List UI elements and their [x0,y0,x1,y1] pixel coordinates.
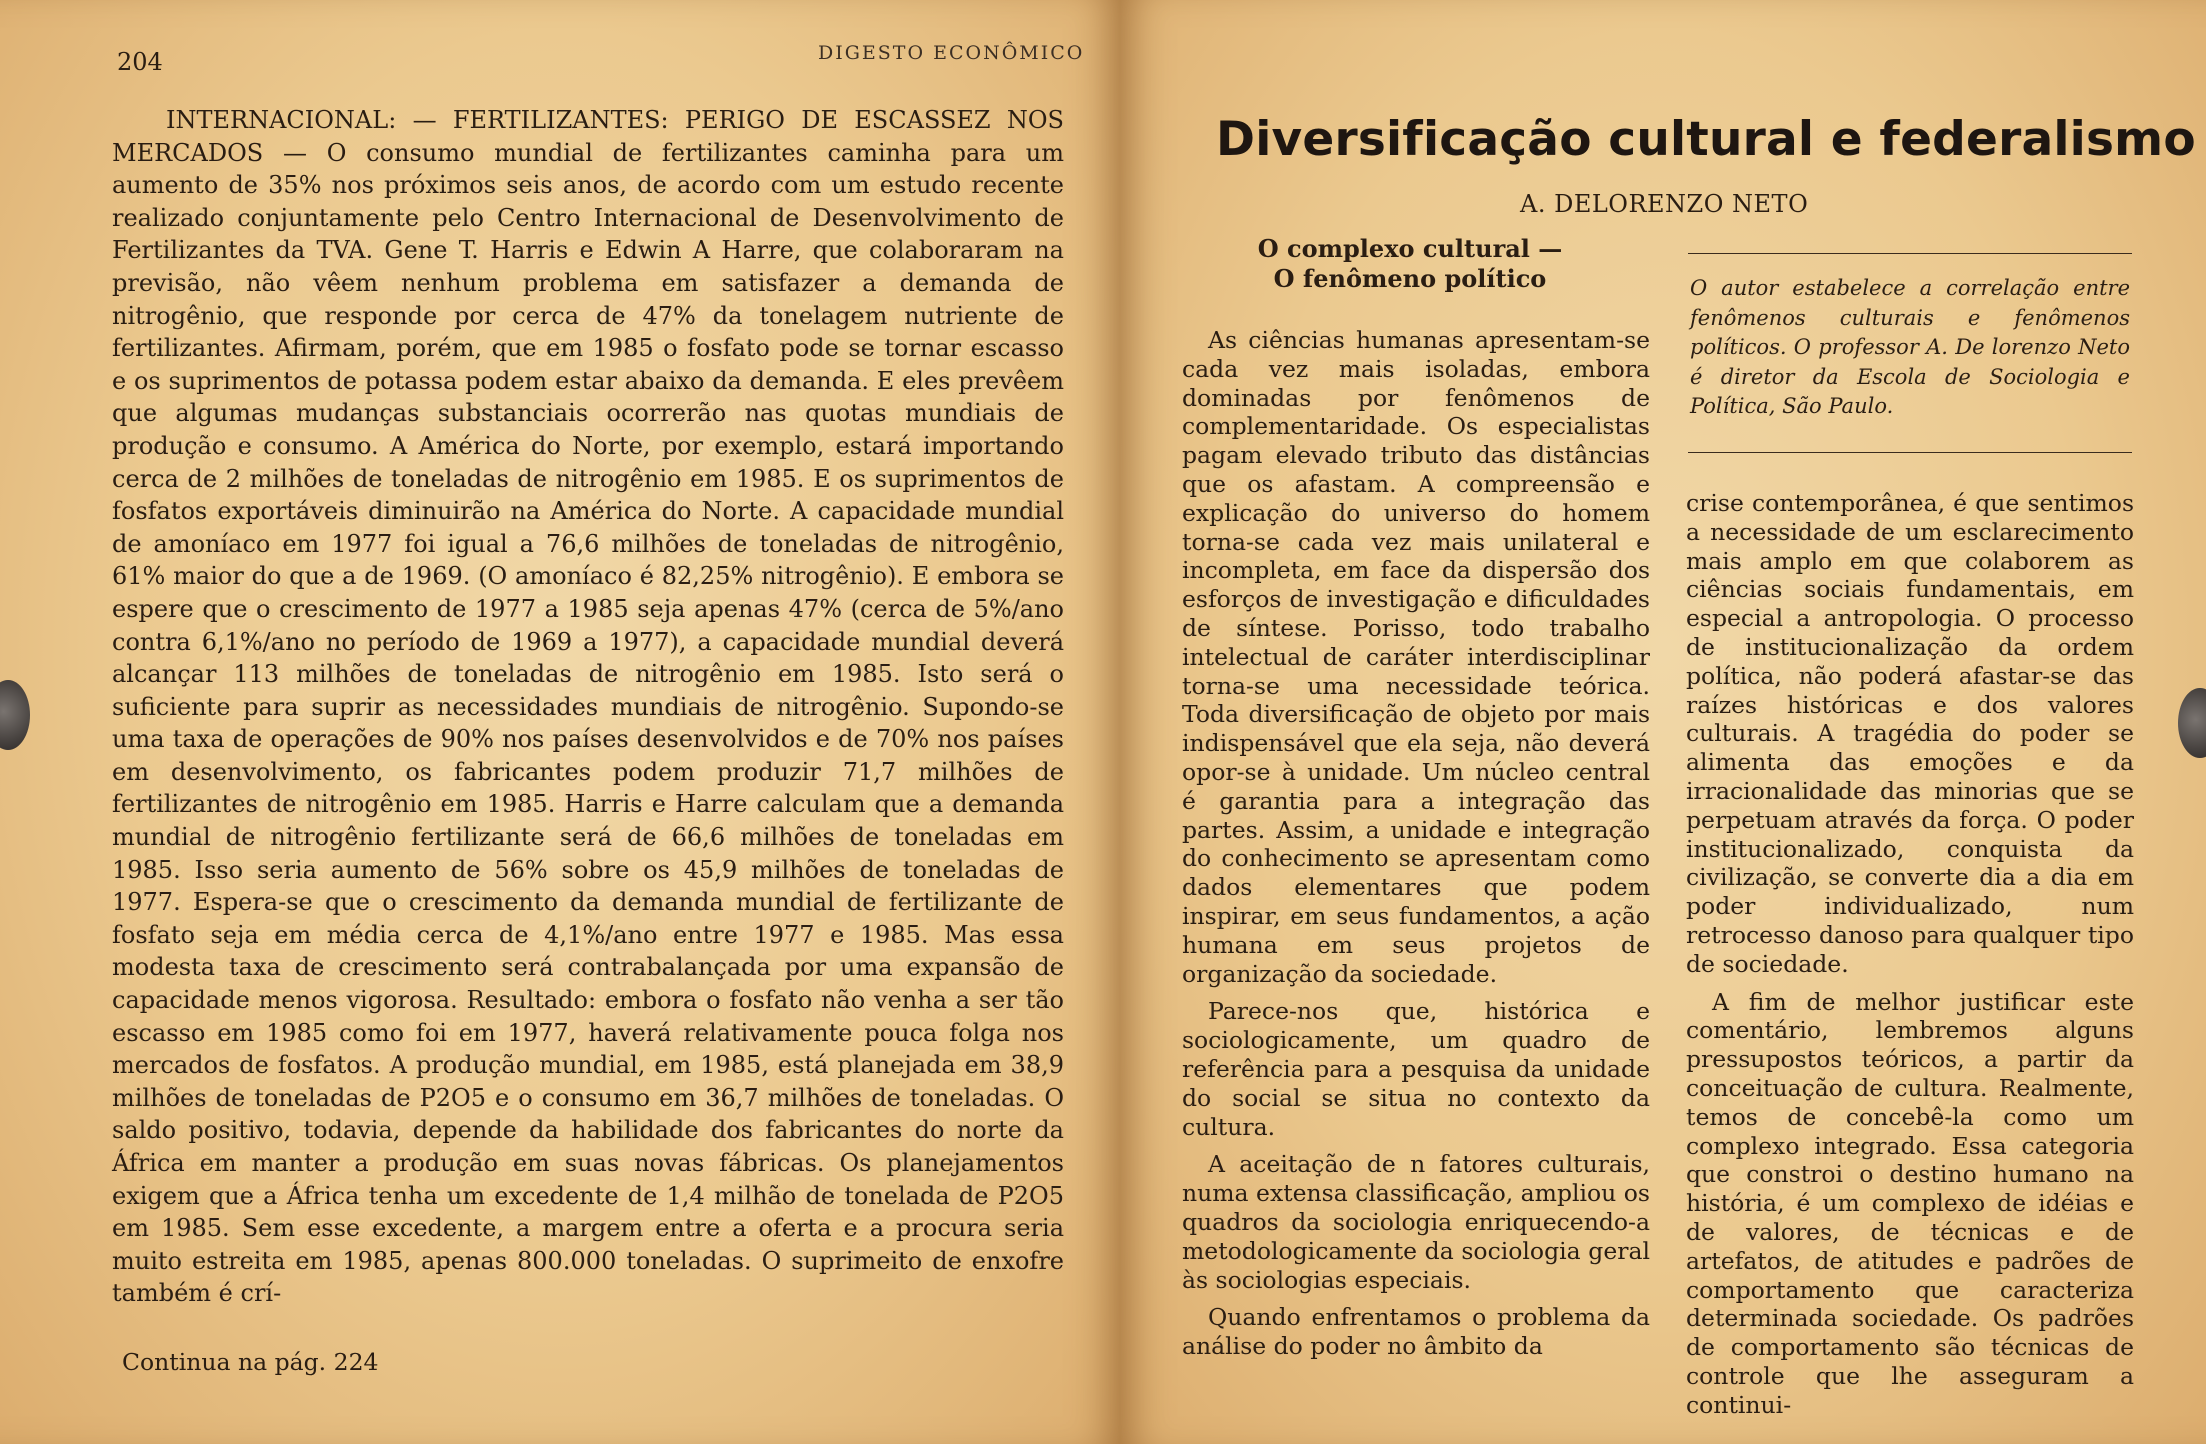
paragraph: A fim de melhor justificar este comentário, lembremos alguns pressupostos teóricos, a partir da conceituação de cultura. Realmente, temos de concebê-la como um complexo integrado. Essa categoria que constroi o destino humano na história, é um complexo de idéias e de valores, de técnicas e de artefatos, de atitudes e padrões de comportamento que caracteriza determinada sociedade. Os padrões de comportamento são técnicas de controle que lhe asseguram a continui- [1686,987,2134,1419]
page-number: 204 [117,48,163,76]
abstract-rule-bottom [1688,452,2132,453]
article-column-2 [1686,489,2134,1420]
section-subheading [1190,234,1630,294]
paragraph: A aceitação de n fatores culturais, numa extensa classificação, ampliou os quadros da sociologia enriquecendo-a metodologicamente da sociologia geral às sociologias especiais. [1182,1150,1650,1294]
article-title: Diversificação cultural e federalismo [1216,112,2196,167]
abstract-rule-top [1688,253,2132,254]
binding-hole-left [0,680,30,750]
paragraph: Quando enfrentamos o problema da análise do poder no âmbito da [1182,1303,1650,1361]
continuation-note: Continua na pág. 224 [122,1348,379,1376]
paragraph: crise contemporânea, é que sentimos a necessidade de um esclarecimento mais amplo em que colaborem as ciências sociais fundamentais, em especial a antropologia. O processo de institucionalização da ordem política, não poderá afastar-se das raízes históricas e dos valores culturais. A tragédia do poder se alimenta das emoções e da irracionalidade das minorias que se perpetuam através da força. O poder institucionalizado, conquista da civilização, se converte dia a dia em poder individualizado, num retrocesso danoso para qualquer tipo de sociedade. [1686,489,2134,978]
subheading-line-1: O complexo cultural — [1257,234,1563,263]
article-author: A. DELORENZO NETO [1520,190,1809,218]
subheading-line-2: O fenômeno político [1273,264,1547,293]
paragraph: As ciências humanas apresentam-se cada vez mais isoladas, embora dominadas por fenômenos de complementaridade. Os especialistas pagam elevado tributo das distâncias que os afastam. A compreensão e explicação do universo do homem torna-se cada vez mais unilateral e incompleta, em face da dispersão dos esforços de investigação e dificuldades de síntese. Porisso, todo trabalho intelectual de caráter interdisciplinar torna-se uma necessidade teórica. Toda diversificação de objeto por mais indispensável que ela seja, não deverá opor-se à unidade. Um núcleo central é garantia para a integração das partes. Assim, a unidade e integração do conhecimento se apresentam como dados elementares que podem inspirar, em seus fundamentos, a ação humana em seus projetos de organização da sociedade. [1182,326,1650,988]
article-column-1 [1182,326,1650,1361]
fertilizer-news-text: INTERNACIONAL: — FERTILIZANTES: PERIGO DE ESCASSEZ NOS MERCADOS — O consumo mundial de fertilizantes caminha para um aumento de 35% nos próximos seis anos, de acordo com um estudo recente realizado conjuntamente pelo Centro Internacional de Desenvolvimento de Fertilizantes da TVA. Gene T. Harris e Edwin A Harre, que colaboraram na previsão, não vêem nenhum problema em satisfazer a demanda de nitrogênio, que responde por cerca de 47% da tonelagem nutriente de fertilizantes. Afirmam, porém, que em 1985 o fosfato pode se tornar escasso e os suprimentos de potassa podem estar abaixo da demanda. E eles prevêem que algumas mudanças substanciais ocorrerão nas quotas mundiais de produção e consumo. A América do Norte, por exemplo, estará importando cerca de 2 milhões de toneladas de nitrogênio em 1985. E os suprimentos de fosfatos exportáveis diminuirão na América do Norte. A capacidade mundial de amoníaco em 1977 foi igual a 76,6 milhões de toneladas de nitrogênio, 61% maior do que a de 1969. (O amoníaco é 82,25% nitrogênio). E embora se espere que o crescimento de 1977 a 1985 seja apenas 47% (cerca de 5%/ano contra 6,1%/ano no período de 1969 a 1977), a capacidade mundial deverá alcançar 113 milhões de toneladas de nitrogênio em 1985. Isto será o suficiente para suprir as necessidades mundiais de nitrogênio. Supondo-se uma taxa de operações de 90% nos países desenvolvidos e de 70% nos países em desenvolvimento, os fabricantes podem produzir 71,7 milhões de fertilizantes de nitrogênio em 1985. Harris e Harre calculam que a demanda mundial de nitrogênio fertilizante será de 66,6 milhões de toneladas em 1985. Isso seria aumento de 56% sobre os 45,9 milhões de toneladas de 1977. Espera-se que o crescimento da demanda mundial de fertilizante de fosfato seja em média cerca de 4,1%/ano entre 1977 e 1985. Mas essa modesta taxa de crescimento será contrabalançada por uma expansão de capacidade menos vigorosa. Resultado: embora o fosfato não venha a ser tão escasso em 1985 como foi em 1977, haverá relativamente pouca folga nos mercados de fosfatos. A produção mundial, em 1985, está planejada em 38,9 milhões de toneladas de P2O5 e o consumo em 36,7 milhões de toneladas. O saldo positivo, todavia, depende da habilidade dos fabricantes do norte da África em manter a produção em suas novas fábricas. Os planejamentos exigem que a África tenha um excedente de 1,4 milhão de tonelada de P2O5 em 1985. Sem esse excedente, a margem entre a oferta e a procura seria muito estreita em 1985, apenas 800.000 toneladas. O suprimeito de enxofre também é crí- [112,106,1064,1308]
author-abstract: O autor estabelece a correlação entre fenômenos culturais e fenômenos políticos. O professor A. De lorenzo Neto é diretor da Escola de Sociologia e Política, São Paulo. [1690,276,2130,418]
paragraph: Parece-nos que, histórica e sociologicamente, um quadro de referência para a pesquisa da unidade do social se situa no contexto da cultura. [1182,997,1650,1141]
binding-hole-right [2178,688,2206,758]
running-head: DIGESTO ECONÔMICO [818,42,1085,64]
